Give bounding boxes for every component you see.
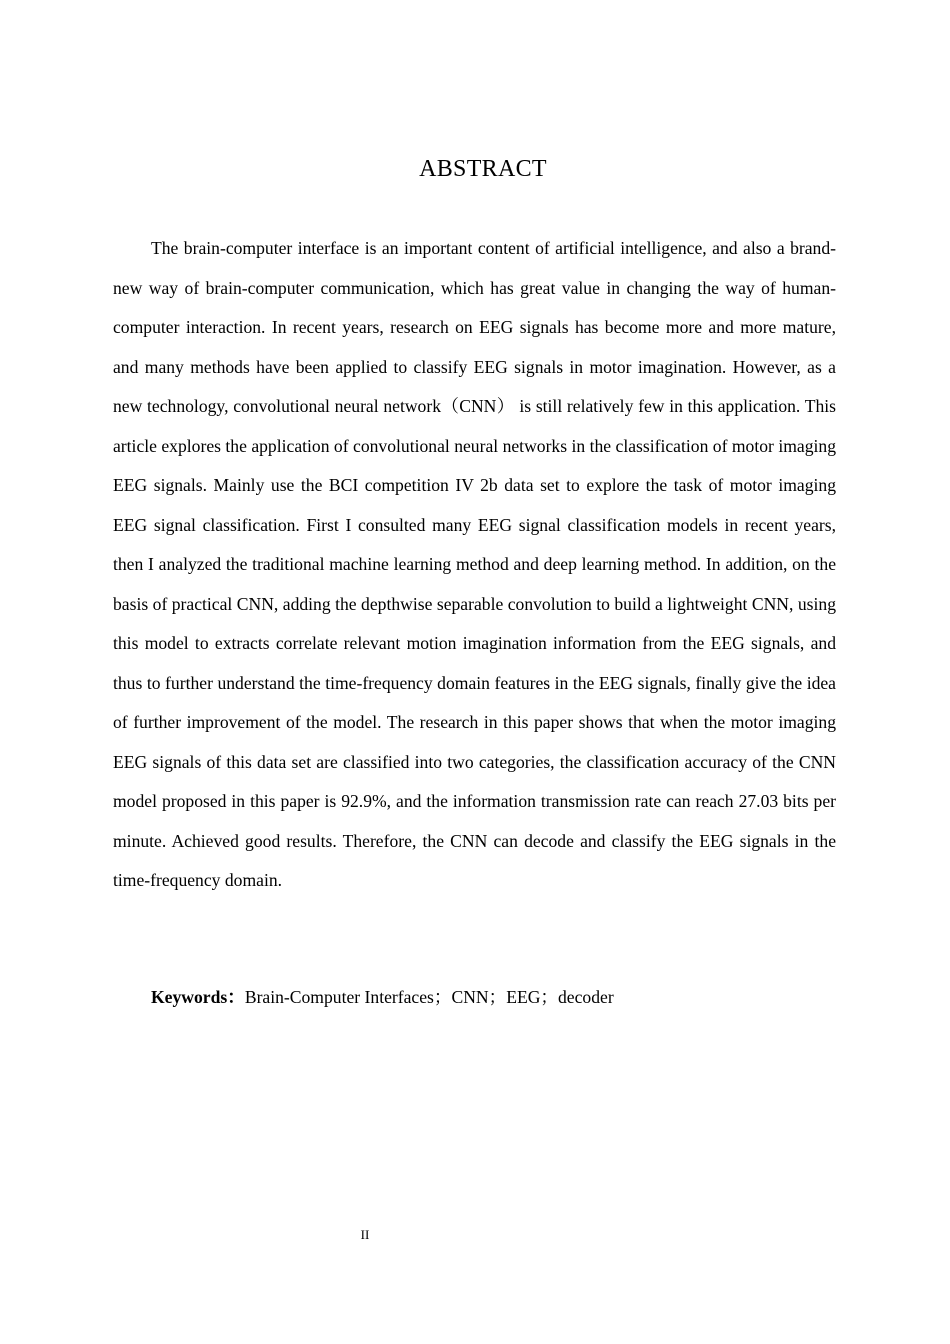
page-number: II	[360, 1227, 370, 1242]
keywords-value: Brain-Computer Interfaces；CNN；EEG；decoder	[244, 987, 614, 1007]
keywords-label: Keywords：	[151, 987, 245, 1007]
abstract-body: The brain-computer interface is an important content of artificial intelligence, and also a brand-new way of brain-computer communication, which has great value in changing the way of human-computer interaction. In recent years, research on EEG signals has become more and more mature, and many methods have been applied to classify EEG signals in motor imagination. However, as a new technology, convolutional neural network（CNN） is still relatively few in this application. This article explores the application of convolutional neural networks in the classification of motor imaging EEG signals. Mainly use the BCI competition IV 2b data set to explore the task of motor imaging EEG signal classification. First I consulted many EEG signal classification models in recent years, then I analyzed the traditional machine learning method and deep learning method. In addition, on the basis of practical CNN, adding the depthwise separable convolution to build a lightweight CNN, using this model to extracts correlate relevant motion imagination information from the EEG signals, and thus to further understand the time-frequency domain features in the EEG signals, finally give the idea of further improvement of the model. The research in this paper shows that when the motor imaging EEG signals of this data set are classified into two categories, the classification accuracy of the CNN model proposed in this paper is 92.9%, and the information transmission rate can reach 27.03 bits per minute. Achieved good results. Therefore, the CNN can decode and classify the EEG signals in the time-frequency domain.	[113, 238, 836, 890]
abstract-title: ABSTRACT	[419, 156, 547, 182]
keywords-line	[151, 984, 614, 1010]
